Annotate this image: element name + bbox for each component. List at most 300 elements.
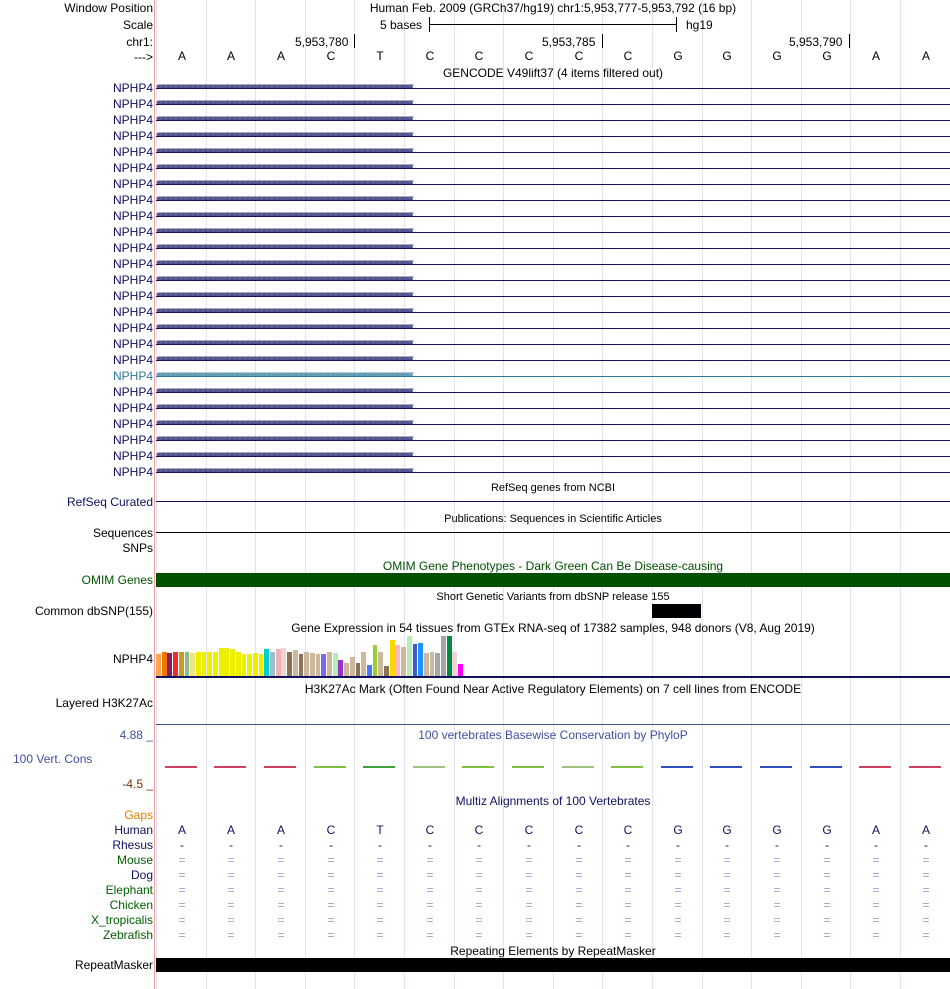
gtex-tissue-bar[interactable] xyxy=(202,652,207,677)
gencode-gene-label[interactable]: NPHP4 xyxy=(112,401,153,415)
scale-label: Scale xyxy=(122,18,153,32)
alignment-match: = xyxy=(327,913,335,927)
alignment-base: G xyxy=(822,823,832,837)
alignment-match: - xyxy=(577,838,581,852)
alignment-base: A xyxy=(276,823,285,837)
alignment-match: = xyxy=(575,883,583,897)
gtex-tissue-bar[interactable] xyxy=(287,652,292,677)
species-label[interactable]: Dog xyxy=(130,868,153,882)
alignment-match: - xyxy=(378,838,382,852)
phylop-score-mark xyxy=(909,766,941,768)
alignment-base: C xyxy=(574,823,584,837)
alignment-match: = xyxy=(674,928,682,942)
sequence-base: A xyxy=(177,49,186,63)
alignment-base: A xyxy=(226,823,235,837)
strand-arrows: ‹‹‹‹‹‹‹‹‹‹‹‹‹‹‹‹‹‹‹‹‹‹‹‹‹‹‹‹‹‹‹‹‹‹‹‹‹‹‹‹‹‹‹‹‹‹‹‹‹‹‹‹‹‹‹‹‹‹‹‹‹‹‹‹‹‹‹‹‹‹‹‹‹‹‹‹‹‹‹‹‹‹‹‹‹‹‹‹‹‹‹‹‹‹‹‹‹‹‹‹‹‹‹‹‹‹‹‹‹‹‹‹‹‹‹‹‹‹‹‹‹‹‹‹‹‹‹‹‹‹‹‹‹‹‹‹‹‹‹‹‹‹‹‹‹‹‹‹‹‹‹‹‹‹‹‹‹‹‹‹‹‹‹‹‹‹‹‹‹‹‹‹‹‹‹‹‹‹‹‹‹‹‹‹‹‹‹‹‹‹‹‹‹‹‹‹‹‹‹‹ xyxy=(156,273,413,284)
gtex-tissue-bar[interactable] xyxy=(173,652,178,677)
species-label[interactable]: Zebrafish xyxy=(102,928,153,942)
gencode-gene-row[interactable] xyxy=(156,417,950,431)
alignment-match: = xyxy=(823,883,831,897)
gencode-gene-label[interactable]: NPHP4 xyxy=(112,385,153,399)
gtex-tissue-bar[interactable] xyxy=(361,652,366,677)
gencode-gene-label[interactable]: NPHP4 xyxy=(112,369,153,383)
gencode-gene-row[interactable] xyxy=(156,193,950,207)
alignment-match: - xyxy=(180,838,184,852)
gtex-tissue-bar[interactable] xyxy=(452,652,457,677)
alignment-match: = xyxy=(227,913,235,927)
alignment-match: - xyxy=(229,838,233,852)
alignment-match: = xyxy=(872,853,880,867)
gencode-gene-label[interactable]: NPHP4 xyxy=(112,337,153,351)
phylop-score-mark xyxy=(314,766,346,768)
alignment-match: - xyxy=(329,838,333,852)
gencode-gene-row[interactable] xyxy=(156,81,950,95)
species-label[interactable]: Chicken xyxy=(109,898,153,912)
gtex-tissue-bar[interactable] xyxy=(281,648,286,677)
alignment-match: = xyxy=(178,853,186,867)
gencode-gene-label[interactable]: NPHP4 xyxy=(112,113,153,127)
phylop-score-mark xyxy=(760,766,792,768)
gencode-gene-row[interactable] xyxy=(156,353,950,367)
repeatmasker-title: Repeating Elements by RepeatMasker xyxy=(450,944,656,958)
alignment-match: = xyxy=(624,853,632,867)
alignment-base: C xyxy=(425,823,435,837)
gtex-tissue-bar[interactable] xyxy=(310,653,315,677)
alignment-match: = xyxy=(277,883,285,897)
sequence-base: C xyxy=(524,49,534,63)
gtex-bar-chart[interactable] xyxy=(156,636,556,677)
alignment-match: = xyxy=(674,868,682,882)
strand-arrows: ‹‹‹‹‹‹‹‹‹‹‹‹‹‹‹‹‹‹‹‹‹‹‹‹‹‹‹‹‹‹‹‹‹‹‹‹‹‹‹‹‹‹‹‹‹‹‹‹‹‹‹‹‹‹‹‹‹‹‹‹‹‹‹‹‹‹‹‹‹‹‹‹‹‹‹‹‹‹‹‹‹‹‹‹‹‹‹‹‹‹‹‹‹‹‹‹‹‹‹‹‹‹‹‹‹‹‹‹‹‹‹‹‹‹‹‹‹‹‹‹‹‹‹‹‹‹‹‹‹‹‹‹‹‹‹‹‹‹‹‹‹‹‹‹‹‹‹‹‹‹‹‹‹‹‹‹‹‹‹‹‹‹‹‹‹‹‹‹‹‹‹‹‹‹‹‹‹‹‹‹‹‹‹‹‹‹‹‹‹‹‹‹‹‹‹‹‹‹‹‹ xyxy=(156,417,413,428)
gencode-gene-label[interactable]: NPHP4 xyxy=(112,449,153,463)
gtex-tissue-bar[interactable] xyxy=(418,643,423,677)
gencode-gene-label[interactable]: NPHP4 xyxy=(112,145,153,159)
alignment-match: = xyxy=(475,883,483,897)
sequence-base: C xyxy=(474,49,484,63)
alignment-match: = xyxy=(475,898,483,912)
alignment-match: = xyxy=(525,913,533,927)
alignment-match: = xyxy=(426,853,434,867)
strand-arrows: ‹‹‹‹‹‹‹‹‹‹‹‹‹‹‹‹‹‹‹‹‹‹‹‹‹‹‹‹‹‹‹‹‹‹‹‹‹‹‹‹‹‹‹‹‹‹‹‹‹‹‹‹‹‹‹‹‹‹‹‹‹‹‹‹‹‹‹‹‹‹‹‹‹‹‹‹‹‹‹‹‹‹‹‹‹‹‹‹‹‹‹‹‹‹‹‹‹‹‹‹‹‹‹‹‹‹‹‹‹‹‹‹‹‹‹‹‹‹‹‹‹‹‹‹‹‹‹‹‹‹‹‹‹‹‹‹‹‹‹‹‹‹‹‹‹‹‹‹‹‹‹‹‹‹‹‹‹‹‹‹‹‹‹‹‹‹‹‹‹‹‹‹‹‹‹‹‹‹‹‹‹‹‹‹‹‹‹‹‹‹‹‹‹‹‹‹‹‹‹‹ xyxy=(156,257,413,268)
gencode-gene-row[interactable] xyxy=(156,241,950,255)
gtex-tissue-bar[interactable] xyxy=(185,652,190,677)
sequence-base: C xyxy=(425,49,435,63)
strand-arrows: ‹‹‹‹‹‹‹‹‹‹‹‹‹‹‹‹‹‹‹‹‹‹‹‹‹‹‹‹‹‹‹‹‹‹‹‹‹‹‹‹‹‹‹‹‹‹‹‹‹‹‹‹‹‹‹‹‹‹‹‹‹‹‹‹‹‹‹‹‹‹‹‹‹‹‹‹‹‹‹‹‹‹‹‹‹‹‹‹‹‹‹‹‹‹‹‹‹‹‹‹‹‹‹‹‹‹‹‹‹‹‹‹‹‹‹‹‹‹‹‹‹‹‹‹‹‹‹‹‹‹‹‹‹‹‹‹‹‹‹‹‹‹‹‹‹‹‹‹‹‹‹‹‹‹‹‹‹‹‹‹‹‹‹‹‹‹‹‹‹‹‹‹‹‹‹‹‹‹‹‹‹‹‹‹‹‹‹‹‹‹‹‹‹‹‹‹‹‹‹‹ xyxy=(156,145,413,156)
gencode-gene-row[interactable] xyxy=(156,369,950,383)
gencode-gene-row[interactable] xyxy=(156,129,950,143)
alignment-match: = xyxy=(823,868,831,882)
gtex-tissue-bar[interactable] xyxy=(378,652,383,677)
alignment-match: - xyxy=(924,838,928,852)
alignment-match: = xyxy=(575,898,583,912)
phylop-score-mark xyxy=(512,766,544,768)
alignment-match: = xyxy=(872,883,880,897)
alignment-match: = xyxy=(327,898,335,912)
alignment-match: = xyxy=(575,868,583,882)
gencode-gene-row[interactable] xyxy=(156,177,950,191)
strand-arrows: ‹‹‹‹‹‹‹‹‹‹‹‹‹‹‹‹‹‹‹‹‹‹‹‹‹‹‹‹‹‹‹‹‹‹‹‹‹‹‹‹‹‹‹‹‹‹‹‹‹‹‹‹‹‹‹‹‹‹‹‹‹‹‹‹‹‹‹‹‹‹‹‹‹‹‹‹‹‹‹‹‹‹‹‹‹‹‹‹‹‹‹‹‹‹‹‹‹‹‹‹‹‹‹‹‹‹‹‹‹‹‹‹‹‹‹‹‹‹‹‹‹‹‹‹‹‹‹‹‹‹‹‹‹‹‹‹‹‹‹‹‹‹‹‹‹‹‹‹‹‹‹‹‹‹‹‹‹‹‹‹‹‹‹‹‹‹‹‹‹‹‹‹‹‹‹‹‹‹‹‹‹‹‹‹‹‹‹‹‹‹‹‹‹‹‹‹‹‹‹‹ xyxy=(156,433,413,444)
omim-bar[interactable] xyxy=(156,573,950,587)
alignment-match: = xyxy=(624,913,632,927)
alignment-match: = xyxy=(277,898,285,912)
gtex-tissue-bar[interactable] xyxy=(190,653,195,677)
gtex-tissue-bar[interactable] xyxy=(333,653,338,677)
scale-db: hg19 xyxy=(686,18,713,32)
alignment-base: C xyxy=(474,823,484,837)
alignment-match: = xyxy=(624,883,632,897)
gencode-gene-row[interactable] xyxy=(156,401,950,415)
gtex-tissue-bar[interactable] xyxy=(167,653,172,677)
gtex-tissue-bar[interactable] xyxy=(350,657,355,677)
alignment-match: - xyxy=(825,838,829,852)
gencode-gene-label[interactable]: NPHP4 xyxy=(112,81,153,95)
alignment-base: G xyxy=(673,823,683,837)
alignment-match: = xyxy=(376,853,384,867)
gencode-gene-row[interactable] xyxy=(156,209,950,223)
gtex-tissue-bar[interactable] xyxy=(321,654,326,677)
gtex-tissue-bar[interactable] xyxy=(430,652,435,677)
gtex-tissue-bar[interactable] xyxy=(242,654,247,677)
alignment-match: = xyxy=(723,883,731,897)
alignment-match: = xyxy=(426,928,434,942)
alignment-match: = xyxy=(227,853,235,867)
strand-label: ---> xyxy=(134,50,153,64)
gtex-tissue-bar[interactable] xyxy=(441,636,446,677)
chrom-label: chr1: xyxy=(126,35,153,49)
phylop-score-mark xyxy=(165,766,197,768)
gtex-tissue-bar[interactable] xyxy=(253,653,258,677)
refseq-gene-line[interactable] xyxy=(156,501,950,502)
alignment-match: = xyxy=(922,898,930,912)
phylop-score-mark xyxy=(363,766,395,768)
alignment-match: = xyxy=(773,928,781,942)
alignment-match: = xyxy=(823,898,831,912)
gtex-title: Gene Expression in 54 tissues from GTEx RNA-seq of 17382 samples, 948 donors (V8, Aug 2019) xyxy=(291,621,815,635)
gtex-tissue-bar[interactable] xyxy=(407,636,412,677)
alignment-match: = xyxy=(426,913,434,927)
strand-arrows: ‹‹‹‹‹‹‹‹‹‹‹‹‹‹‹‹‹‹‹‹‹‹‹‹‹‹‹‹‹‹‹‹‹‹‹‹‹‹‹‹‹‹‹‹‹‹‹‹‹‹‹‹‹‹‹‹‹‹‹‹‹‹‹‹‹‹‹‹‹‹‹‹‹‹‹‹‹‹‹‹‹‹‹‹‹‹‹‹‹‹‹‹‹‹‹‹‹‹‹‹‹‹‹‹‹‹‹‹‹‹‹‹‹‹‹‹‹‹‹‹‹‹‹‹‹‹‹‹‹‹‹‹‹‹‹‹‹‹‹‹‹‹‹‹‹‹‹‹‹‹‹‹‹‹‹‹‹‹‹‹‹‹‹‹‹‹‹‹‹‹‹‹‹‹‹‹‹‹‹‹‹‹‹‹‹‹‹‹‹‹‹‹‹‹‹‹‹‹‹‹ xyxy=(156,129,413,140)
alignment-match: = xyxy=(178,883,186,897)
gtex-tissue-bar[interactable] xyxy=(247,654,252,677)
gtex-tissue-bar[interactable] xyxy=(447,636,452,677)
gencode-gene-row[interactable] xyxy=(156,161,950,175)
alignment-base: A xyxy=(921,823,930,837)
strand-arrows: ‹‹‹‹‹‹‹‹‹‹‹‹‹‹‹‹‹‹‹‹‹‹‹‹‹‹‹‹‹‹‹‹‹‹‹‹‹‹‹‹‹‹‹‹‹‹‹‹‹‹‹‹‹‹‹‹‹‹‹‹‹‹‹‹‹‹‹‹‹‹‹‹‹‹‹‹‹‹‹‹‹‹‹‹‹‹‹‹‹‹‹‹‹‹‹‹‹‹‹‹‹‹‹‹‹‹‹‹‹‹‹‹‹‹‹‹‹‹‹‹‹‹‹‹‹‹‹‹‹‹‹‹‹‹‹‹‹‹‹‹‹‹‹‹‹‹‹‹‹‹‹‹‹‹‹‹‹‹‹‹‹‹‹‹‹‹‹‹‹‹‹‹‹‹‹‹‹‹‹‹‹‹‹‹‹‹‹‹‹‹‹‹‹‹‹‹‹‹‹‹ xyxy=(156,337,413,348)
refseq-label[interactable]: RefSeq Curated xyxy=(66,495,153,509)
gtex-tissue-bar[interactable] xyxy=(264,649,269,677)
species-label[interactable]: Elephant xyxy=(105,883,153,897)
gencode-gene-label[interactable]: NPHP4 xyxy=(112,241,153,255)
gtex-tissue-bar[interactable] xyxy=(401,647,406,677)
position-tick-3 xyxy=(849,34,850,48)
assembly-title: Human Feb. 2009 (GRCh37/hg19) chr1:5,953,777-5,953,792 (16 bp) xyxy=(369,1,737,15)
alignment-match: = xyxy=(575,928,583,942)
alignment-match: - xyxy=(775,838,779,852)
phylop-label[interactable]: 100 Vert. Cons xyxy=(13,752,93,766)
species-label[interactable]: Rhesus xyxy=(112,838,153,852)
gencode-gene-label[interactable]: NPHP4 xyxy=(112,97,153,111)
alignment-match: = xyxy=(624,898,632,912)
species-label[interactable]: Human xyxy=(114,823,153,837)
alignment-match: = xyxy=(277,853,285,867)
alignment-base: A xyxy=(177,823,186,837)
gencode-gene-label[interactable]: NPHP4 xyxy=(112,193,153,207)
alignment-match: = xyxy=(525,898,533,912)
alignment-match: = xyxy=(327,928,335,942)
gencode-gene-row[interactable] xyxy=(156,321,950,335)
strand-arrows: ‹‹‹‹‹‹‹‹‹‹‹‹‹‹‹‹‹‹‹‹‹‹‹‹‹‹‹‹‹‹‹‹‹‹‹‹‹‹‹‹‹‹‹‹‹‹‹‹‹‹‹‹‹‹‹‹‹‹‹‹‹‹‹‹‹‹‹‹‹‹‹‹‹‹‹‹‹‹‹‹‹‹‹‹‹‹‹‹‹‹‹‹‹‹‹‹‹‹‹‹‹‹‹‹‹‹‹‹‹‹‹‹‹‹‹‹‹‹‹‹‹‹‹‹‹‹‹‹‹‹‹‹‹‹‹‹‹‹‹‹‹‹‹‹‹‹‹‹‹‹‹‹‹‹‹‹‹‹‹‹‹‹‹‹‹‹‹‹‹‹‹‹‹‹‹‹‹‹‹‹‹‹‹‹‹‹‹‹‹‹‹‹‹‹‹‹‹‹‹‹ xyxy=(156,353,413,364)
gtex-tissue-bar[interactable] xyxy=(327,652,332,677)
phylop-score-mark xyxy=(413,766,445,768)
alignment-match: = xyxy=(475,913,483,927)
gencode-gene-label[interactable]: NPHP4 xyxy=(112,321,153,335)
gtex-tissue-bar[interactable] xyxy=(373,645,378,677)
gencode-gene-label[interactable]: NPHP4 xyxy=(112,257,153,271)
gtex-tissue-bar[interactable] xyxy=(156,654,161,677)
alignment-match: - xyxy=(626,838,630,852)
gencode-gene-label[interactable]: NPHP4 xyxy=(112,289,153,303)
gtex-tissue-bar[interactable] xyxy=(424,653,429,677)
dbsnp-variant[interactable] xyxy=(652,604,701,618)
gtex-tissue-bar[interactable] xyxy=(316,654,321,677)
gencode-gene-label[interactable]: NPHP4 xyxy=(112,305,153,319)
phylop-score-mark xyxy=(710,766,742,768)
alignment-match: - xyxy=(279,838,283,852)
sequence-base: C xyxy=(574,49,584,63)
snps-label[interactable]: SNPs xyxy=(122,541,153,555)
phylop-score-mark xyxy=(562,766,594,768)
alignment-match: = xyxy=(525,868,533,882)
alignment-match: = xyxy=(426,868,434,882)
alignment-match: = xyxy=(178,928,186,942)
phylop-score-mark xyxy=(810,766,842,768)
alignment-match: = xyxy=(376,868,384,882)
alignment-match: = xyxy=(376,913,384,927)
refseq-title: RefSeq genes from NCBI xyxy=(490,482,616,494)
gtex-tissue-bar[interactable] xyxy=(213,652,218,677)
alignment-match: = xyxy=(723,913,731,927)
alignment-match: = xyxy=(475,928,483,942)
alignment-base: A xyxy=(871,823,880,837)
alignment-match: = xyxy=(823,928,831,942)
alignment-base: C xyxy=(326,823,336,837)
gtex-tissue-bar[interactable] xyxy=(413,644,418,677)
gtex-tissue-bar[interactable] xyxy=(276,649,281,677)
gtex-tissue-bar[interactable] xyxy=(162,652,167,677)
position-label-3: 5,953,790 xyxy=(789,35,843,49)
gencode-gene-label[interactable]: NPHP4 xyxy=(112,177,153,191)
alignment-base: C xyxy=(623,823,633,837)
alignment-match: = xyxy=(674,883,682,897)
phylop-max-label: 4.88 _ xyxy=(119,728,153,742)
position-label-1: 5,953,780 xyxy=(295,35,349,49)
gtex-tissue-bar[interactable] xyxy=(207,652,212,677)
alignment-match: = xyxy=(674,898,682,912)
gencode-gene-label[interactable]: NPHP4 xyxy=(112,353,153,367)
repeatmasker-bar[interactable] xyxy=(156,958,950,972)
alignment-match: = xyxy=(922,868,930,882)
alignment-match: = xyxy=(327,868,335,882)
gtex-tissue-bar[interactable] xyxy=(270,652,275,677)
gtex-tissue-bar[interactable] xyxy=(293,650,298,677)
gtex-tissue-bar[interactable] xyxy=(395,645,400,677)
alignment-match: = xyxy=(872,928,880,942)
alignment-match: = xyxy=(178,913,186,927)
alignment-match: = xyxy=(525,883,533,897)
gtex-tissue-bar[interactable] xyxy=(179,652,184,677)
gencode-gene-row[interactable] xyxy=(156,145,950,159)
alignment-match: = xyxy=(426,883,434,897)
strand-arrows: ‹‹‹‹‹‹‹‹‹‹‹‹‹‹‹‹‹‹‹‹‹‹‹‹‹‹‹‹‹‹‹‹‹‹‹‹‹‹‹‹‹‹‹‹‹‹‹‹‹‹‹‹‹‹‹‹‹‹‹‹‹‹‹‹‹‹‹‹‹‹‹‹‹‹‹‹‹‹‹‹‹‹‹‹‹‹‹‹‹‹‹‹‹‹‹‹‹‹‹‹‹‹‹‹‹‹‹‹‹‹‹‹‹‹‹‹‹‹‹‹‹‹‹‹‹‹‹‹‹‹‹‹‹‹‹‹‹‹‹‹‹‹‹‹‹‹‹‹‹‹‹‹‹‹‹‹‹‹‹‹‹‹‹‹‹‹‹‹‹‹‹‹‹‹‹‹‹‹‹‹‹‹‹‹‹‹‹‹‹‹‹‹‹‹‹‹‹‹‹‹ xyxy=(156,97,413,108)
sequence-base: G xyxy=(722,49,732,63)
gencode-gene-row[interactable] xyxy=(156,465,950,479)
alignment-match: = xyxy=(376,883,384,897)
gencode-gene-row[interactable] xyxy=(156,305,950,319)
gencode-gene-label[interactable]: NPHP4 xyxy=(112,433,153,447)
sequence-base: A xyxy=(226,49,235,63)
gencode-title: GENCODE V49lift37 (4 items filtered out) xyxy=(442,66,664,80)
alignment-match: - xyxy=(676,838,680,852)
phylop-score-mark xyxy=(214,766,246,768)
alignment-match: = xyxy=(922,928,930,942)
alignment-match: = xyxy=(723,853,731,867)
alignment-match: = xyxy=(525,853,533,867)
gencode-gene-row[interactable] xyxy=(156,433,950,447)
track-labels xyxy=(0,0,155,989)
scale-text: 5 bases xyxy=(380,18,423,32)
gencode-gene-row[interactable] xyxy=(156,289,950,303)
alignment-match: = xyxy=(327,883,335,897)
gencode-gene-label[interactable]: NPHP4 xyxy=(112,209,153,223)
gencode-gene-row[interactable] xyxy=(156,385,950,399)
sequence-base: T xyxy=(376,49,384,63)
alignment-match: = xyxy=(426,898,434,912)
alignment-match: = xyxy=(922,883,930,897)
alignment-base: T xyxy=(376,823,384,837)
alignment-match: = xyxy=(475,853,483,867)
sequence-base: G xyxy=(673,49,683,63)
species-label[interactable]: X_tropicalis xyxy=(90,913,153,927)
strand-arrows: ‹‹‹‹‹‹‹‹‹‹‹‹‹‹‹‹‹‹‹‹‹‹‹‹‹‹‹‹‹‹‹‹‹‹‹‹‹‹‹‹‹‹‹‹‹‹‹‹‹‹‹‹‹‹‹‹‹‹‹‹‹‹‹‹‹‹‹‹‹‹‹‹‹‹‹‹‹‹‹‹‹‹‹‹‹‹‹‹‹‹‹‹‹‹‹‹‹‹‹‹‹‹‹‹‹‹‹‹‹‹‹‹‹‹‹‹‹‹‹‹‹‹‹‹‹‹‹‹‹‹‹‹‹‹‹‹‹‹‹‹‹‹‹‹‹‹‹‹‹‹‹‹‹‹‹‹‹‹‹‹‹‹‹‹‹‹‹‹‹‹‹‹‹‹‹‹‹‹‹‹‹‹‹‹‹‹‹‹‹‹‹‹‹‹‹‹‹‹‹‹ xyxy=(156,225,413,236)
phylop-score-mark xyxy=(661,766,693,768)
gtex-tissue-bar[interactable] xyxy=(224,648,229,677)
gencode-gene-row[interactable] xyxy=(156,337,950,351)
gencode-gene-label[interactable]: NPHP4 xyxy=(112,273,153,287)
gencode-gene-label[interactable]: NPHP4 xyxy=(112,225,153,239)
position-tick-1 xyxy=(354,34,355,48)
track-area[interactable] xyxy=(156,0,950,989)
alignment-match: - xyxy=(428,838,432,852)
phylop-score-mark xyxy=(264,766,296,768)
species-label[interactable]: Mouse xyxy=(116,853,153,867)
sequence-base: A xyxy=(921,49,930,63)
h3k27ac-title: H3K27Ac Mark (Often Found Near Active Regulatory Elements) on 7 cell lines from ENCODE xyxy=(304,682,802,696)
alignment-match: = xyxy=(823,853,831,867)
strand-arrows: ‹‹‹‹‹‹‹‹‹‹‹‹‹‹‹‹‹‹‹‹‹‹‹‹‹‹‹‹‹‹‹‹‹‹‹‹‹‹‹‹‹‹‹‹‹‹‹‹‹‹‹‹‹‹‹‹‹‹‹‹‹‹‹‹‹‹‹‹‹‹‹‹‹‹‹‹‹‹‹‹‹‹‹‹‹‹‹‹‹‹‹‹‹‹‹‹‹‹‹‹‹‹‹‹‹‹‹‹‹‹‹‹‹‹‹‹‹‹‹‹‹‹‹‹‹‹‹‹‹‹‹‹‹‹‹‹‹‹‹‹‹‹‹‹‹‹‹‹‹‹‹‹‹‹‹‹‹‹‹‹‹‹‹‹‹‹‹‹‹‹‹‹‹‹‹‹‹‹‹‹‹‹‹‹‹‹‹‹‹‹‹‹‹‹‹‹‹‹‹‹ xyxy=(156,465,413,476)
gtex-tissue-bar[interactable] xyxy=(356,663,361,677)
strand-arrows: ‹‹‹‹‹‹‹‹‹‹‹‹‹‹‹‹‹‹‹‹‹‹‹‹‹‹‹‹‹‹‹‹‹‹‹‹‹‹‹‹‹‹‹‹‹‹‹‹‹‹‹‹‹‹‹‹‹‹‹‹‹‹‹‹‹‹‹‹‹‹‹‹‹‹‹‹‹‹‹‹‹‹‹‹‹‹‹‹‹‹‹‹‹‹‹‹‹‹‹‹‹‹‹‹‹‹‹‹‹‹‹‹‹‹‹‹‹‹‹‹‹‹‹‹‹‹‹‹‹‹‹‹‹‹‹‹‹‹‹‹‹‹‹‹‹‹‹‹‹‹‹‹‹‹‹‹‹‹‹‹‹‹‹‹‹‹‹‹‹‹‹‹‹‹‹‹‹‹‹‹‹‹‹‹‹‹‹‹‹‹‹‹‹‹‹‹‹‹‹‹ xyxy=(156,305,413,316)
alignment-match: = xyxy=(723,868,731,882)
alignment-match: = xyxy=(525,928,533,942)
sequence-base: G xyxy=(822,49,832,63)
gencode-gene-label[interactable]: NPHP4 xyxy=(112,161,153,175)
sequence-base: C xyxy=(326,49,336,63)
alignment-match: = xyxy=(227,868,235,882)
gtex-baseline xyxy=(156,676,950,678)
gtex-tissue-bar[interactable] xyxy=(259,654,264,677)
gtex-label[interactable]: NPHP4 xyxy=(112,652,153,666)
alignment-match: = xyxy=(773,853,781,867)
gencode-gene-label[interactable]: NPHP4 xyxy=(112,417,153,431)
strand-arrows: ‹‹‹‹‹‹‹‹‹‹‹‹‹‹‹‹‹‹‹‹‹‹‹‹‹‹‹‹‹‹‹‹‹‹‹‹‹‹‹‹‹‹‹‹‹‹‹‹‹‹‹‹‹‹‹‹‹‹‹‹‹‹‹‹‹‹‹‹‹‹‹‹‹‹‹‹‹‹‹‹‹‹‹‹‹‹‹‹‹‹‹‹‹‹‹‹‹‹‹‹‹‹‹‹‹‹‹‹‹‹‹‹‹‹‹‹‹‹‹‹‹‹‹‹‹‹‹‹‹‹‹‹‹‹‹‹‹‹‹‹‹‹‹‹‹‹‹‹‹‹‹‹‹‹‹‹‹‹‹‹‹‹‹‹‹‹‹‹‹‹‹‹‹‹‹‹‹‹‹‹‹‹‹‹‹‹‹‹‹‹‹‹‹‹‹‹‹‹‹‹ xyxy=(156,449,413,460)
gencode-gene-label[interactable]: NPHP4 xyxy=(112,129,153,143)
alignment-match: = xyxy=(178,898,186,912)
gtex-tissue-bar[interactable] xyxy=(304,652,309,677)
alignment-match: = xyxy=(376,928,384,942)
dbsnp-label[interactable]: Common dbSNP(155) xyxy=(34,604,153,618)
gtex-tissue-bar[interactable] xyxy=(236,652,241,677)
strand-arrows: ‹‹‹‹‹‹‹‹‹‹‹‹‹‹‹‹‹‹‹‹‹‹‹‹‹‹‹‹‹‹‹‹‹‹‹‹‹‹‹‹‹‹‹‹‹‹‹‹‹‹‹‹‹‹‹‹‹‹‹‹‹‹‹‹‹‹‹‹‹‹‹‹‹‹‹‹‹‹‹‹‹‹‹‹‹‹‹‹‹‹‹‹‹‹‹‹‹‹‹‹‹‹‹‹‹‹‹‹‹‹‹‹‹‹‹‹‹‹‹‹‹‹‹‹‹‹‹‹‹‹‹‹‹‹‹‹‹‹‹‹‹‹‹‹‹‹‹‹‹‹‹‹‹‹‹‹‹‹‹‹‹‹‹‹‹‹‹‹‹‹‹‹‹‹‹‹‹‹‹‹‹‹‹‹‹‹‹‹‹‹‹‹‹‹‹‹‹‹‹‹ xyxy=(156,369,413,380)
alignment-match: = xyxy=(773,898,781,912)
multiz-title: Multiz Alignments of 100 Vertebrates xyxy=(455,794,651,808)
alignment-match: = xyxy=(723,928,731,942)
strand-arrows: ‹‹‹‹‹‹‹‹‹‹‹‹‹‹‹‹‹‹‹‹‹‹‹‹‹‹‹‹‹‹‹‹‹‹‹‹‹‹‹‹‹‹‹‹‹‹‹‹‹‹‹‹‹‹‹‹‹‹‹‹‹‹‹‹‹‹‹‹‹‹‹‹‹‹‹‹‹‹‹‹‹‹‹‹‹‹‹‹‹‹‹‹‹‹‹‹‹‹‹‹‹‹‹‹‹‹‹‹‹‹‹‹‹‹‹‹‹‹‹‹‹‹‹‹‹‹‹‹‹‹‹‹‹‹‹‹‹‹‹‹‹‹‹‹‹‹‹‹‹‹‹‹‹‹‹‹‹‹‹‹‹‹‹‹‹‹‹‹‹‹‹‹‹‹‹‹‹‹‹‹‹‹‹‹‹‹‹‹‹‹‹‹‹‹‹‹‹‹‹‹ xyxy=(156,321,413,332)
publications-title: Publications: Sequences in Scientific Articles xyxy=(444,513,662,525)
gtex-tissue-bar[interactable] xyxy=(390,640,395,677)
alignment-match: = xyxy=(922,913,930,927)
gencode-gene-row[interactable] xyxy=(156,257,950,271)
strand-arrows: ‹‹‹‹‹‹‹‹‹‹‹‹‹‹‹‹‹‹‹‹‹‹‹‹‹‹‹‹‹‹‹‹‹‹‹‹‹‹‹‹‹‹‹‹‹‹‹‹‹‹‹‹‹‹‹‹‹‹‹‹‹‹‹‹‹‹‹‹‹‹‹‹‹‹‹‹‹‹‹‹‹‹‹‹‹‹‹‹‹‹‹‹‹‹‹‹‹‹‹‹‹‹‹‹‹‹‹‹‹‹‹‹‹‹‹‹‹‹‹‹‹‹‹‹‹‹‹‹‹‹‹‹‹‹‹‹‹‹‹‹‹‹‹‹‹‹‹‹‹‹‹‹‹‹‹‹‹‹‹‹‹‹‹‹‹‹‹‹‹‹‹‹‹‹‹‹‹‹‹‹‹‹‹‹‹‹‹‹‹‹‹‹‹‹‹‹‹‹‹‹ xyxy=(156,401,413,412)
alignment-match: = xyxy=(823,913,831,927)
sequences-label[interactable]: Sequences xyxy=(92,526,153,540)
repeatmasker-label[interactable]: RepeatMasker xyxy=(74,958,153,972)
gencode-gene-row[interactable] xyxy=(156,225,950,239)
strand-arrows: ‹‹‹‹‹‹‹‹‹‹‹‹‹‹‹‹‹‹‹‹‹‹‹‹‹‹‹‹‹‹‹‹‹‹‹‹‹‹‹‹‹‹‹‹‹‹‹‹‹‹‹‹‹‹‹‹‹‹‹‹‹‹‹‹‹‹‹‹‹‹‹‹‹‹‹‹‹‹‹‹‹‹‹‹‹‹‹‹‹‹‹‹‹‹‹‹‹‹‹‹‹‹‹‹‹‹‹‹‹‹‹‹‹‹‹‹‹‹‹‹‹‹‹‹‹‹‹‹‹‹‹‹‹‹‹‹‹‹‹‹‹‹‹‹‹‹‹‹‹‹‹‹‹‹‹‹‹‹‹‹‹‹‹‹‹‹‹‹‹‹‹‹‹‹‹‹‹‹‹‹‹‹‹‹‹‹‹‹‹‹‹‹‹‹‹‹‹‹‹‹ xyxy=(156,113,413,124)
scale-bar xyxy=(429,24,677,25)
h3k27ac-label[interactable]: Layered H3K27Ac xyxy=(55,696,153,710)
alignment-match: - xyxy=(477,838,481,852)
gtex-tissue-bar[interactable] xyxy=(435,653,440,677)
gencode-gene-label[interactable]: NPHP4 xyxy=(112,465,153,479)
scale-tick-right xyxy=(676,17,677,32)
gtex-tissue-bar[interactable] xyxy=(338,660,343,677)
alignment-match: - xyxy=(874,838,878,852)
gtex-tissue-bar[interactable] xyxy=(299,654,304,677)
alignment-match: = xyxy=(227,883,235,897)
alignment-match: = xyxy=(773,883,781,897)
dbsnp-title: Short Genetic Variants from dbSNP release 155 xyxy=(436,591,670,603)
publications-line[interactable] xyxy=(156,532,950,533)
gtex-tissue-bar[interactable] xyxy=(196,652,201,677)
alignment-match: = xyxy=(376,898,384,912)
gencode-gene-row[interactable] xyxy=(156,449,950,463)
gencode-gene-row[interactable] xyxy=(156,113,950,127)
gencode-gene-row[interactable] xyxy=(156,97,950,111)
phylop-title: 100 vertebrates Basewise Conservation by PhyloP xyxy=(418,728,688,742)
strand-arrows: ‹‹‹‹‹‹‹‹‹‹‹‹‹‹‹‹‹‹‹‹‹‹‹‹‹‹‹‹‹‹‹‹‹‹‹‹‹‹‹‹‹‹‹‹‹‹‹‹‹‹‹‹‹‹‹‹‹‹‹‹‹‹‹‹‹‹‹‹‹‹‹‹‹‹‹‹‹‹‹‹‹‹‹‹‹‹‹‹‹‹‹‹‹‹‹‹‹‹‹‹‹‹‹‹‹‹‹‹‹‹‹‹‹‹‹‹‹‹‹‹‹‹‹‹‹‹‹‹‹‹‹‹‹‹‹‹‹‹‹‹‹‹‹‹‹‹‹‹‹‹‹‹‹‹‹‹‹‹‹‹‹‹‹‹‹‹‹‹‹‹‹‹‹‹‹‹‹‹‹‹‹‹‹‹‹‹‹‹‹‹‹‹‹‹‹‹‹‹‹‹ xyxy=(156,161,413,172)
omim-label[interactable]: OMIM Genes xyxy=(81,573,153,587)
gencode-gene-row[interactable] xyxy=(156,273,950,287)
gtex-tissue-bar[interactable] xyxy=(344,663,349,677)
gtex-tissue-bar[interactable] xyxy=(230,649,235,677)
gtex-tissue-bar[interactable] xyxy=(219,648,224,677)
strand-arrows: ‹‹‹‹‹‹‹‹‹‹‹‹‹‹‹‹‹‹‹‹‹‹‹‹‹‹‹‹‹‹‹‹‹‹‹‹‹‹‹‹‹‹‹‹‹‹‹‹‹‹‹‹‹‹‹‹‹‹‹‹‹‹‹‹‹‹‹‹‹‹‹‹‹‹‹‹‹‹‹‹‹‹‹‹‹‹‹‹‹‹‹‹‹‹‹‹‹‹‹‹‹‹‹‹‹‹‹‹‹‹‹‹‹‹‹‹‹‹‹‹‹‹‹‹‹‹‹‹‹‹‹‹‹‹‹‹‹‹‹‹‹‹‹‹‹‹‹‹‹‹‹‹‹‹‹‹‹‹‹‹‹‹‹‹‹‹‹‹‹‹‹‹‹‹‹‹‹‹‹‹‹‹‹‹‹‹‹‹‹‹‹‹‹‹‹‹‹‹‹‹ xyxy=(156,193,413,204)
alignment-base: G xyxy=(722,823,732,837)
alignment-match: = xyxy=(277,868,285,882)
phylop-min-label: -4.5 _ xyxy=(122,777,153,791)
alignment-match: = xyxy=(575,853,583,867)
position-label-2: 5,953,785 xyxy=(542,35,596,49)
